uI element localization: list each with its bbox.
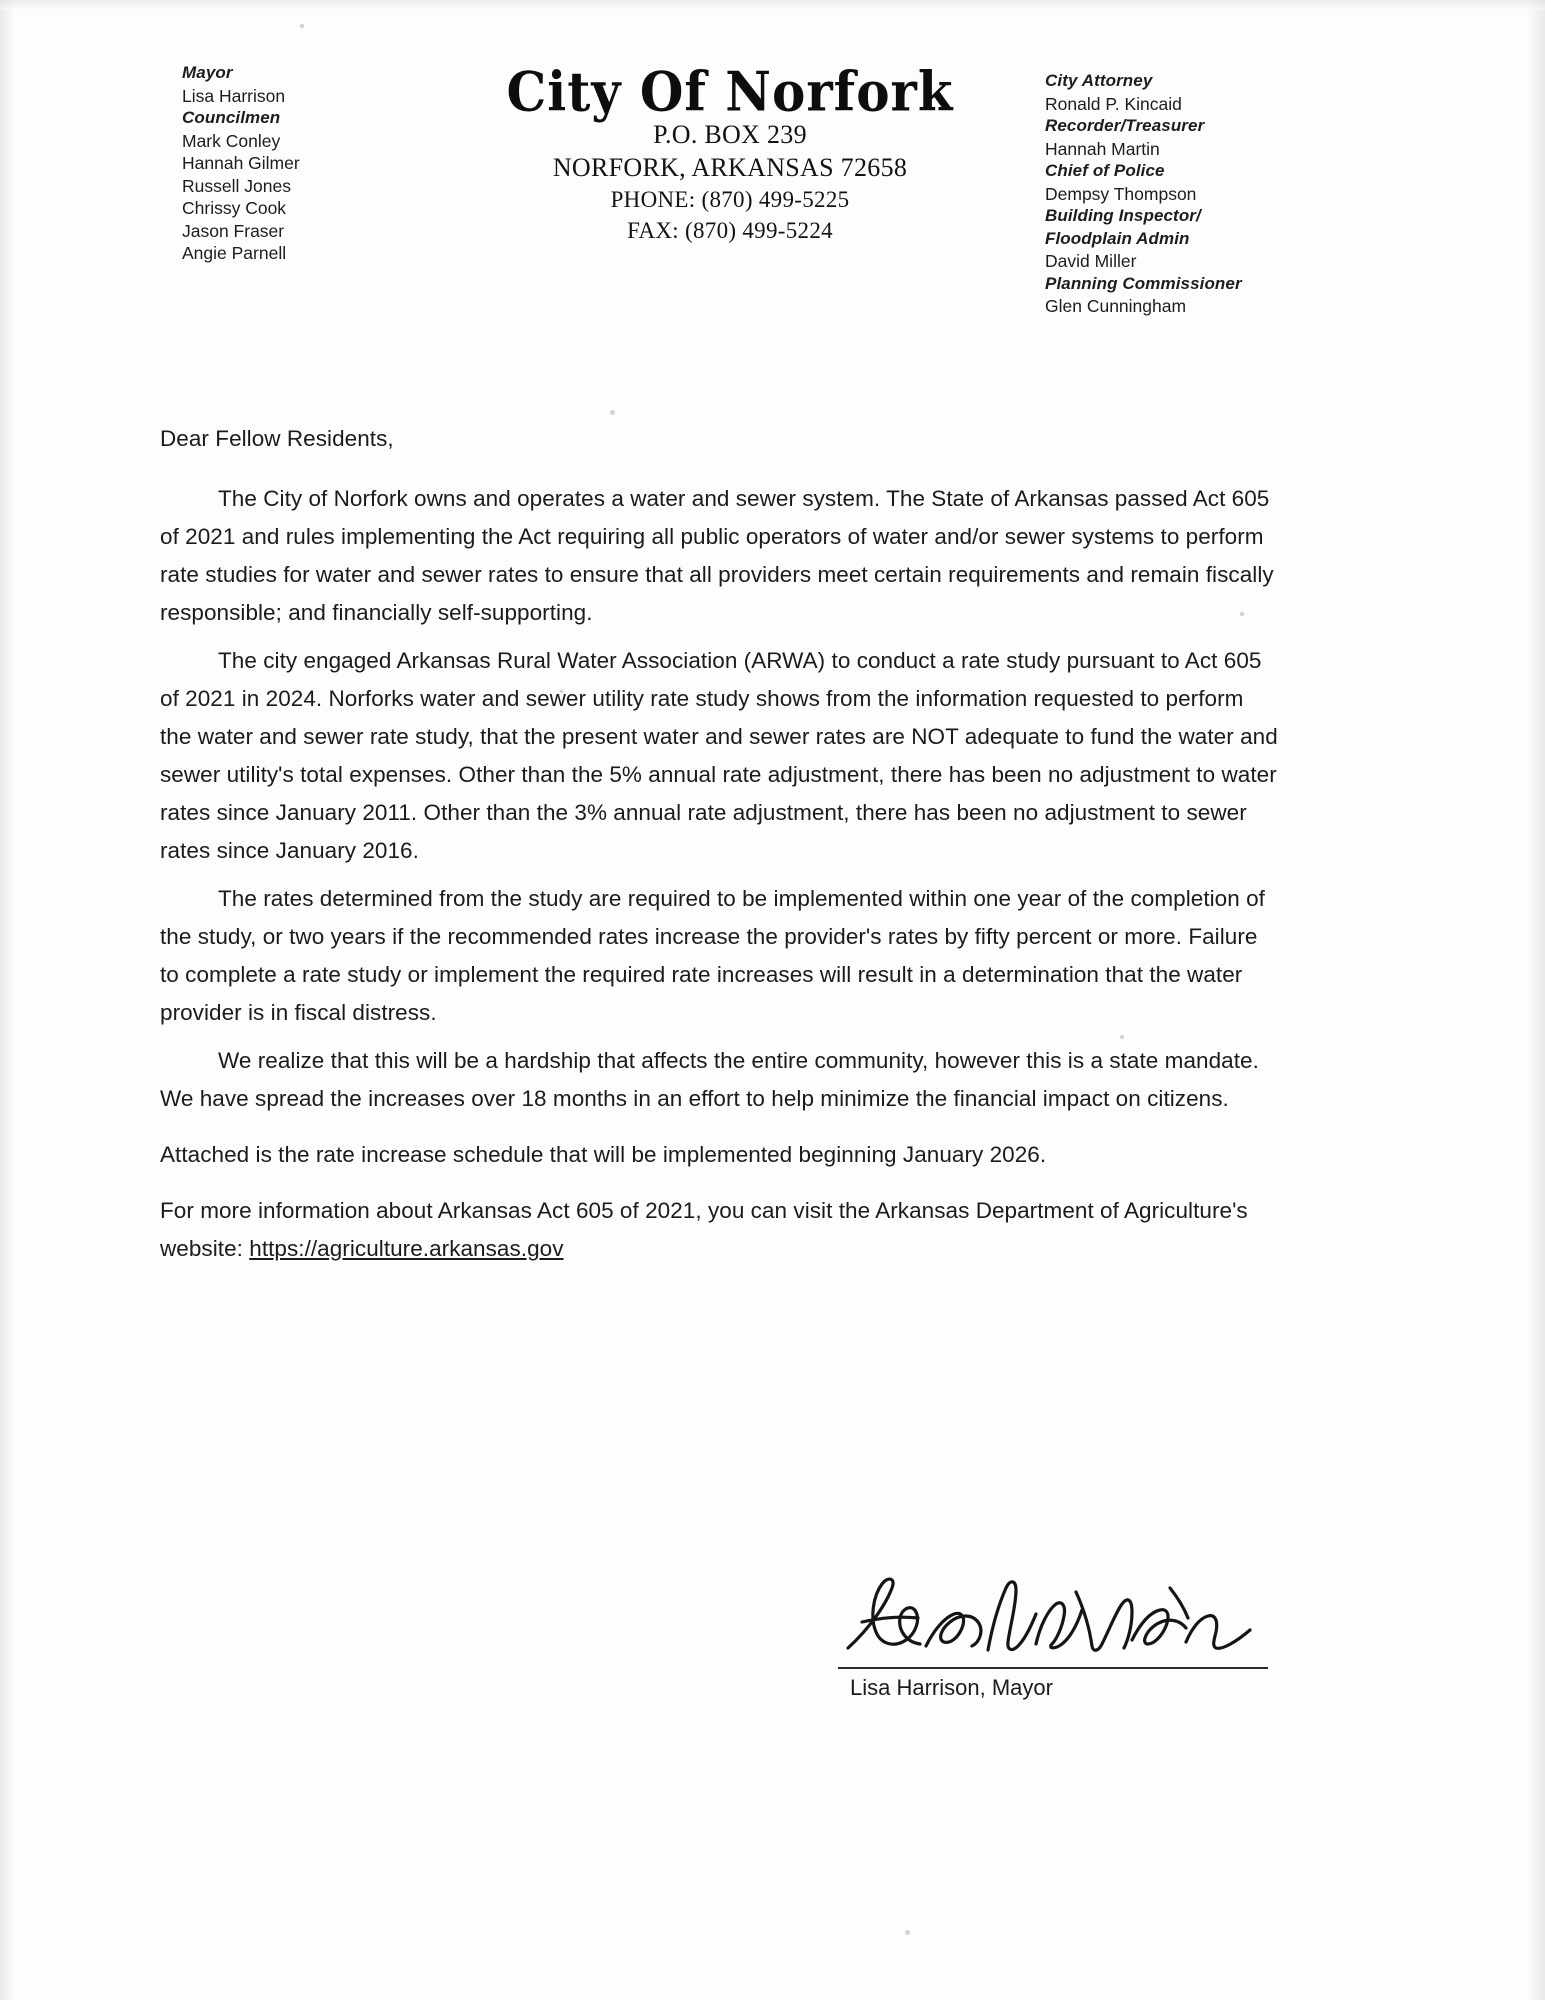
signature-line [838, 1667, 1268, 1669]
signature-block [830, 1570, 1300, 1701]
paragraph-1: The City of Norfork owns and operates a water and sewer system. The State of Arkansas passed Act 605 of 2021 and rules implementing the Act requiring all public operators of water and/or sewer systems to perform rate studies for water and sewer rates to ensure that all providers meet certain requirements and remain fiscally responsible; and financially self-supporting. [160, 486, 1274, 625]
officials-name: Chrissy Cook [182, 198, 287, 218]
po-box-line: P.O. BOX 239 [653, 120, 807, 149]
officials-role: Chief of Police [1045, 161, 1165, 180]
paragraph-2: The city engaged Arkansas Rural Water Association (ARWA) to conduct a rate study pursuant to Act 605 of 2021 in 2024. Norforks water and sewer utility rate study shows from the information requested to perform the water and sewer rate study, that the present water and sewer rates are NOT adequate to fund the water and sewer utility's total expenses. Other than the 5% annual rate adjustment, there has been no adjustment to water rates since January 2011. Other than the 3% annual rate adjustment, there has been no adjustment to sewer rates since January 2016. [160, 648, 1278, 863]
letterhead [0, 59, 1545, 316]
scan-speck [610, 410, 615, 415]
officials-role: Recorder/Treasurer [1045, 116, 1205, 135]
officials-name: David Miller [1045, 251, 1137, 271]
paragraph-4: We realize that this will be a hardship that affects the entire community, however this is a state mandate. We have spread the increases over 18 months in an effort to help minimize the financial impact on citizens. [160, 1048, 1259, 1111]
officials-name: Jason Fraser [182, 220, 285, 241]
officials-role: City Attorney [1045, 71, 1153, 90]
officials-role: Building Inspector/ [1045, 206, 1201, 225]
officials-role: Floodplain Admin [1045, 228, 1190, 248]
city-logotype: City Of Norfork [506, 59, 954, 124]
signer-name-title: Lisa Harrison, Mayor [850, 1675, 1053, 1700]
more-info-paragraph [160, 1192, 1280, 1268]
fax-line: FAX: (870) 499-5224 [627, 218, 833, 243]
officials-name: Ronald P. Kincaid [1045, 93, 1182, 114]
scan-edge-top [0, 0, 1545, 10]
agriculture-website-link[interactable]: https://agriculture.arkansas.gov [249, 1236, 564, 1261]
more-info-text: For more information about Arkansas Act 605 of 2021, you can visit the Arkansas Department of Agriculture's website: [160, 1198, 1248, 1261]
officials-name: Lisa Harrison [182, 85, 286, 106]
officials-role: Planning Commissioner [1045, 273, 1242, 293]
letterhead-right-column [1045, 70, 1345, 318]
paragraph-3: The rates determined from the study are required to be implemented within one year of the completion of the study, or two years if the recommended rates increase the provider's rates by fifty percent or more. Failure to complete a rate study or implement the required rate increases will result in a determination that the water provider is in fiscal distress. [160, 886, 1265, 1025]
letterhead-left-column [182, 62, 432, 265]
phone-line: PHONE: (870) 499-5225 [610, 187, 850, 212]
attachment-notice: Attached is the rate increase schedule that will be implemented beginning January 2026. [160, 1142, 1047, 1167]
officials-role: Councilmen [182, 108, 281, 127]
scan-speck [300, 24, 304, 28]
officials-name: Glen Cunningham [1045, 296, 1187, 316]
city-state-zip-line: NORFORK, ARKANSAS 72658 [552, 153, 908, 182]
officials-role: Mayor [182, 63, 233, 82]
scan-speck [905, 1930, 910, 1935]
officials-name: Angie Parnell [182, 243, 287, 263]
officials-name: Mark Conley [182, 130, 281, 151]
officials-name: Dempsy Thompson [1045, 183, 1197, 204]
letterhead-center [430, 59, 1030, 246]
salutation: Dear Fellow Residents, [160, 426, 394, 451]
handwritten-signature-icon [840, 1570, 1280, 1665]
officials-name: Hannah Martin [1045, 138, 1160, 159]
officials-name: Hannah Gilmer [182, 153, 300, 173]
letter-body [160, 420, 1280, 1278]
officials-name: Russell Jones [182, 175, 291, 196]
